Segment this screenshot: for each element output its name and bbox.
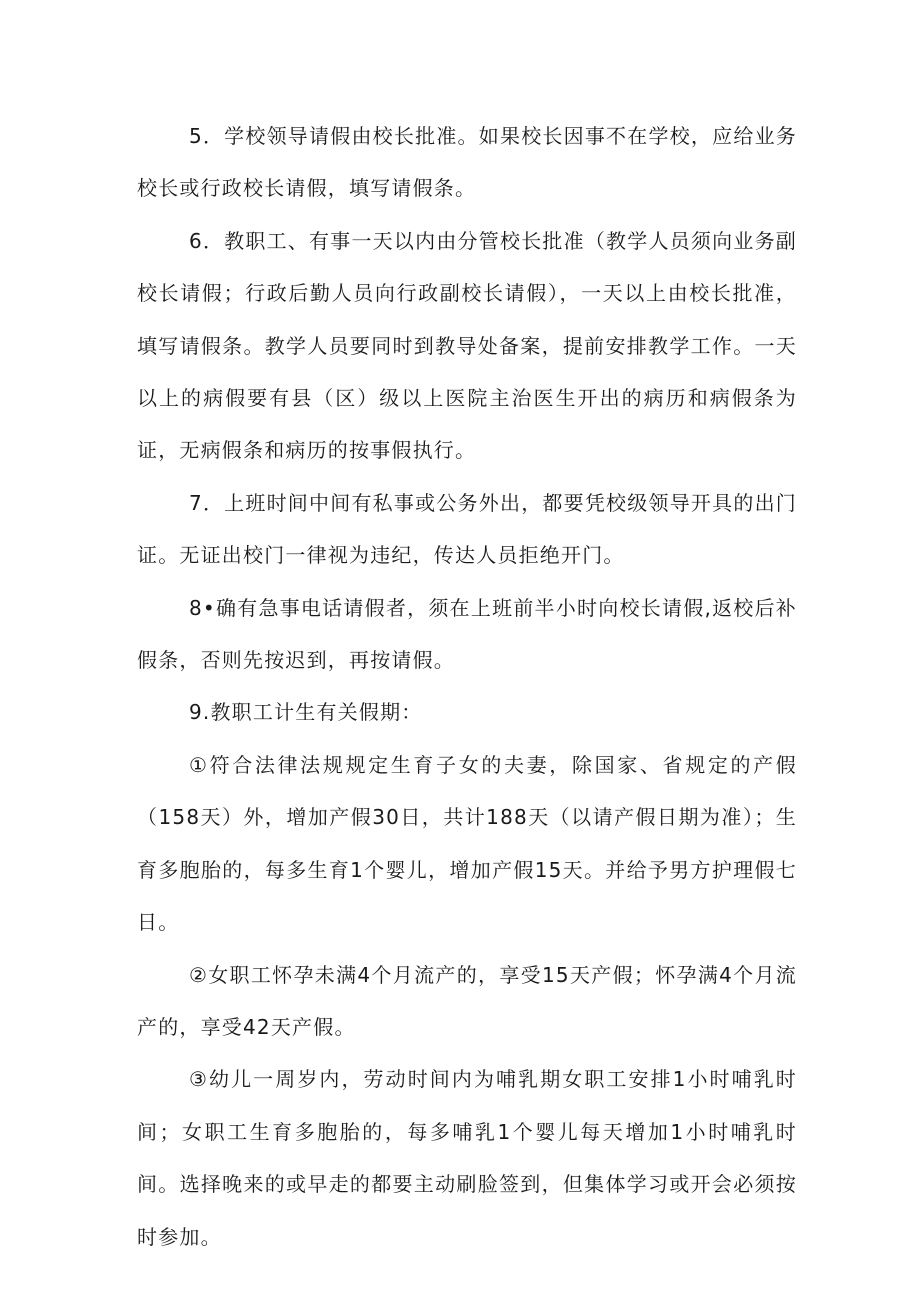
paragraph-leader-leave: 5．学校领导请假由校长批准。如果校长因事不在学校，应给业务校长或行政校长请假，填写请假条。 [137, 124, 797, 201]
paragraph-nursing-time: ③幼儿一周岁内，劳动时间内为哺乳期女职工安排1小时哺乳时间；女职工生育多胞胎的，每多哺乳1个婴儿每天增加1小时哺乳时间。选择晚来的或早走的都要主动刷脸签到，但集体学习或开会必须按时参加。 [137, 1067, 797, 1249]
document-body [137, 110, 797, 1263]
paragraph-miscarriage-leave: ②女职工怀孕未满4个月流产的，享受15天产假；怀孕满4个月流产的，享受42天产假。 [137, 962, 797, 1039]
paragraph-going-out: 7．上班时间中间有私事或公务外出，都要凭校级领导开具的出门证。无证出校门一律视为违纪，传达人员拒绝开门。 [137, 490, 797, 568]
paragraph-staff-leave: 6．教职工、有事一天以内由分管校长批准（教学人员须向业务副校长请假；行政后勤人员向行政副校长请假），一天以上由校长批准，填写请假条。教学人员要同时到教导处备案，提前安排教学工作。一天以上的病假要有县（区）级以上医院主治医生开出的病历和病假条为证，无病假条和病历的按事假执行。 [137, 228, 797, 463]
paragraph-family-planning-heading: 9.教职工计生有关假期： [189, 700, 423, 725]
paragraph-maternity-leave: ①符合法律法规规定生育子女的夫妻，除国家、省规定的产假（158天）外，增加产假30日，共计188天（以请产假日期为准）；生育多胞胎的，每多生育1个婴儿，增加产假15天。并给予男方护理假七日。 [137, 752, 797, 935]
paragraph-phone-leave: 8•确有急事电话请假者，须在上班前半小时向校长请假,返校后补假条，否则先按迟到，再按请假。 [137, 595, 797, 673]
